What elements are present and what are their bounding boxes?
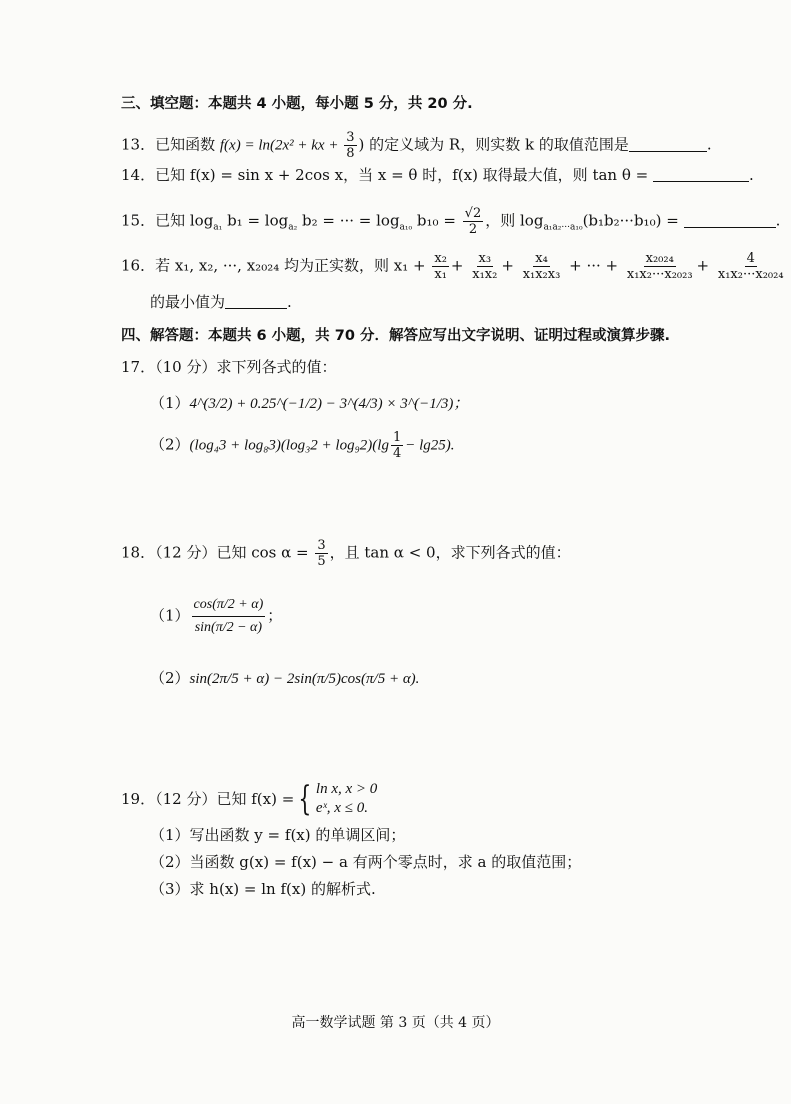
question-16: 16．若 x₁, x₂, ···, x₂₀₂₄ 均为正实数，则 x₁ + $\frac{\text{x₂}}{\text{x₁}}$ + $\frac{\text{x₃}}{\text{x₁x₂}}$ + $\frac{\text{x₄}}{\text{x₁x₂x₃}}$ + ··· + $\frac{\text{x₂₀₂₄}}{\text{x₁x₂···x₂₀₂₃}}$ + $\frac{4}{\text{x₁x₂···x₂₀₂₄}}$: [121, 251, 784, 282]
q13-close: ): [358, 135, 365, 154]
question-13: [121, 130, 712, 161]
q14-number: 14．: [121, 166, 156, 184]
q18-head-pre: 18．（12 分）已知 cos α =: [121, 543, 309, 562]
q16-number: 16．: [121, 256, 156, 275]
q13-end: .: [706, 135, 712, 154]
q15-chain: b₁ = log: [227, 211, 289, 230]
q16-answer-blank[interactable]: [225, 294, 287, 309]
q17-part-2: [150, 430, 455, 461]
q18-part-1: [150, 594, 282, 639]
q13-number: 13．: [121, 135, 156, 154]
q19-part-3: （3）求 h(x) = ln f(x) 的解析式.: [150, 880, 376, 898]
q16-frac-3: $\frac{\text{x₄}}{\text{x₁x₂x₃}}$: [522, 251, 561, 282]
q15-end: .: [775, 211, 781, 230]
q18-fraction: $\frac{3}{5}$: [317, 538, 326, 569]
q15-answer-blank[interactable]: [684, 213, 776, 228]
q18-heading: [121, 538, 571, 569]
q16-pre: 若 x₁, x₂, ···, x₂₀₂₄ 均为正实数，则 x₁ +: [155, 256, 426, 275]
q18-p1-end: ；: [267, 606, 283, 625]
q14-text: 已知 f(x) = sin x + 2cos x，当 x = θ 时，f(x) 取得最大值，则 tan θ =: [155, 166, 649, 184]
q18-p1-fraction: $\frac{\cos(\pi/2 + \alpha)}{\sin(\pi/2 - \alpha)}$: [192, 594, 266, 639]
q19-case-2: eˣ, x ≤ 0.: [315, 800, 368, 816]
q14-end: .: [749, 166, 754, 184]
q19-part-2: （2）当函数 g(x) = f(x) − a 有两个零点时，求 a 的取值范围；: [150, 853, 582, 871]
q19-cases: [316, 780, 377, 818]
q13-post: 的定义域为 R，则实数 k 的取值范围是: [369, 135, 629, 154]
q15-chain2: b₂ = ··· = log: [301, 211, 400, 230]
q18-p2-label: （2）: [150, 669, 190, 687]
q17-p1-label: （1）: [150, 394, 190, 412]
answer-section-header: 四、解答题：本题共 6 小题，共 70 分．解答应写出文字说明、证明过程或演算步骤.: [121, 328, 670, 344]
q18-head-post: ，且 tan α < 0，求下列各式的值：: [329, 543, 571, 562]
q19-case-1: ln x, x > 0: [315, 781, 378, 797]
q17-p1-expression: 4^(3/2) + 0.25^(−1/2) − 3^(4/3) × 3^(−1/3)；: [189, 396, 469, 412]
q15-sub1: a₁: [213, 222, 223, 233]
q16-dots: + ··· +: [569, 256, 619, 275]
q13-fraction: $\frac{3}{8}$: [346, 130, 355, 161]
question-14: [121, 165, 754, 185]
q16-end: .: [287, 293, 292, 311]
q16-frac-4: $\frac{\text{x₂₀₂₄}}{\text{x₁x₂···x₂₀₂₃}}$: [626, 251, 693, 282]
q15-number: 15．: [121, 211, 156, 230]
q17-p2-expression: (log₄3 + log₈3)(log₃2 + log₉2)(lg: [189, 437, 389, 454]
q15-sub4: a₁a₂···a₁₀: [543, 222, 583, 233]
q16-frac-2: $\frac{\text{x₃}}{\text{x₁x₂}}$: [472, 251, 498, 282]
question-16-line2: [150, 292, 292, 312]
q18-p2-expression: sin(2π/5 + α) − 2sin(π/5)cos(π/5 + α).: [189, 671, 420, 687]
piecewise-brace: {: [298, 779, 312, 819]
q17-p2-label: （2）: [150, 435, 190, 454]
q17-heading: 17．（10 分）求下列各式的值：: [121, 358, 337, 376]
q18-p1-label: （1）: [150, 606, 190, 625]
q17-p2-end: − lg25).: [405, 437, 455, 454]
q19-heading: [121, 780, 377, 818]
page-footer: 高一数学试题 第 3 页（共 4 页）: [291, 1015, 500, 1031]
q15-sub3: a₁₀: [399, 222, 413, 233]
q16-line2: 的最小值为: [150, 293, 226, 311]
q13-function: f(x) = ln(2x² + kx +: [219, 137, 343, 154]
q16-frac-1: $\frac{\text{x₂}}{\text{x₁}}$: [434, 251, 447, 282]
q17-part-1: [150, 393, 468, 414]
q17-p2-fraction: $\frac{1}{4}$: [392, 430, 402, 461]
q15-sub2: a₂: [288, 222, 298, 233]
q15-pre: 已知 log: [155, 211, 214, 230]
q16-frac-5: $\frac{4}{\text{x₁x₂···x₂₀₂₄}}$: [717, 251, 784, 282]
question-15: [121, 206, 780, 238]
q13-answer-blank[interactable]: [629, 137, 707, 152]
q18-part-2: [150, 668, 419, 689]
q15-mid: ，则 log: [485, 211, 544, 230]
q15-fraction: $\frac{√2}{2}$: [464, 206, 482, 237]
q14-answer-blank[interactable]: [653, 167, 749, 182]
fill-section-header: 三、填空题：本题共 4 小题，每小题 5 分，共 20 分.: [121, 96, 473, 112]
q19-part-1: （1）写出函数 y = f(x) 的单调区间；: [150, 826, 406, 844]
q19-head: 19．（12 分）已知 f(x) =: [121, 790, 295, 808]
q15-chain3: b₁₀ =: [416, 211, 456, 230]
q13-pre: 已知函数: [155, 135, 216, 154]
q15-post: (b₁b₂···b₁₀) =: [582, 211, 679, 230]
